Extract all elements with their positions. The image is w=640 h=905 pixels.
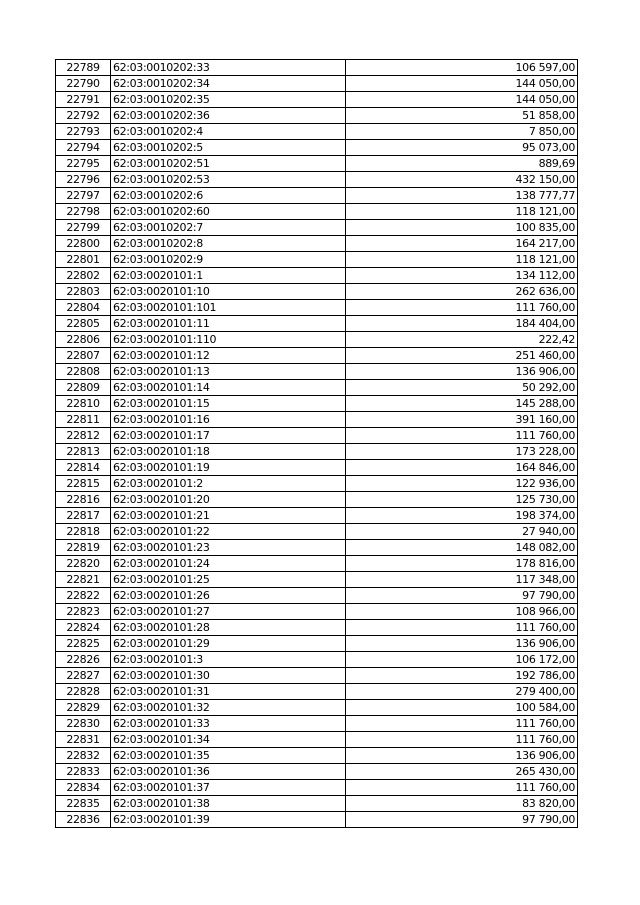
row-number-cell: 22818 <box>56 524 111 540</box>
row-number-cell: 22797 <box>56 188 111 204</box>
cadastral-number-cell: 62:03:0020101:2 <box>111 476 346 492</box>
cadastral-number-cell: 62:03:0020101:39 <box>111 812 346 828</box>
cadastral-value-cell: 279 400,00 <box>346 684 578 700</box>
row-number-cell: 22793 <box>56 124 111 140</box>
row-number-cell: 22809 <box>56 380 111 396</box>
row-number-cell: 22794 <box>56 140 111 156</box>
cadastral-number-cell: 62:03:0010202:7 <box>111 220 346 236</box>
row-number-cell: 22834 <box>56 780 111 796</box>
cadastral-value-cell: 95 073,00 <box>346 140 578 156</box>
cadastral-value-cell: 391 160,00 <box>346 412 578 428</box>
table-row <box>56 60 578 76</box>
cadastral-number-cell: 62:03:0020101:24 <box>111 556 346 572</box>
cadastral-value-cell: 106 172,00 <box>346 652 578 668</box>
row-number-cell: 22824 <box>56 620 111 636</box>
row-number-cell: 22789 <box>56 60 111 76</box>
table-row <box>56 92 578 108</box>
row-number-cell: 22825 <box>56 636 111 652</box>
cadastral-number-cell: 62:03:0020101:34 <box>111 732 346 748</box>
row-number-cell: 22792 <box>56 108 111 124</box>
cadastral-number-cell: 62:03:0010202:8 <box>111 236 346 252</box>
cadastral-number-cell: 62:03:0010202:5 <box>111 140 346 156</box>
table-row <box>56 604 578 620</box>
cadastral-value-cell: 111 760,00 <box>346 780 578 796</box>
cadastral-value-cell: 117 348,00 <box>346 572 578 588</box>
cadastral-number-cell: 62:03:0020101:13 <box>111 364 346 380</box>
cadastral-value-cell: 111 760,00 <box>346 300 578 316</box>
table-row <box>56 332 578 348</box>
cadastral-number-cell: 62:03:0010202:34 <box>111 76 346 92</box>
table-row <box>56 156 578 172</box>
cadastral-value-cell: 83 820,00 <box>346 796 578 812</box>
row-number-cell: 22810 <box>56 396 111 412</box>
row-number-cell: 22790 <box>56 76 111 92</box>
cadastral-number-cell: 62:03:0020101:26 <box>111 588 346 604</box>
table-row <box>56 364 578 380</box>
table-row <box>56 204 578 220</box>
table-row <box>56 284 578 300</box>
cadastral-number-cell: 62:03:0020101:25 <box>111 572 346 588</box>
cadastral-number-cell: 62:03:0020101:37 <box>111 780 346 796</box>
table-row <box>56 780 578 796</box>
cadastral-value-cell: 118 121,00 <box>346 252 578 268</box>
cadastral-value-cell: 100 584,00 <box>346 700 578 716</box>
cadastral-value-cell: 144 050,00 <box>346 76 578 92</box>
table-row <box>56 476 578 492</box>
row-number-cell: 22806 <box>56 332 111 348</box>
row-number-cell: 22795 <box>56 156 111 172</box>
cadastral-number-cell: 62:03:0020101:27 <box>111 604 346 620</box>
cadastral-number-cell: 62:03:0010202:60 <box>111 204 346 220</box>
cadastral-number-cell: 62:03:0020101:16 <box>111 412 346 428</box>
table-row <box>56 524 578 540</box>
cadastral-value-cell: 100 835,00 <box>346 220 578 236</box>
cadastral-number-cell: 62:03:0020101:101 <box>111 300 346 316</box>
cadastral-value-cell: 148 082,00 <box>346 540 578 556</box>
cadastral-value-cell: 136 906,00 <box>346 748 578 764</box>
row-number-cell: 22811 <box>56 412 111 428</box>
row-number-cell: 22822 <box>56 588 111 604</box>
cadastral-number-cell: 62:03:0020101:31 <box>111 684 346 700</box>
cadastral-number-cell: 62:03:0020101:30 <box>111 668 346 684</box>
cadastral-value-cell: 111 760,00 <box>346 428 578 444</box>
cadastral-value-cell: 136 906,00 <box>346 636 578 652</box>
cadastral-number-cell: 62:03:0020101:36 <box>111 764 346 780</box>
cadastral-number-cell: 62:03:0020101:10 <box>111 284 346 300</box>
cadastral-number-cell: 62:03:0010202:33 <box>111 60 346 76</box>
row-number-cell: 22800 <box>56 236 111 252</box>
cadastral-number-cell: 62:03:0020101:22 <box>111 524 346 540</box>
cadastral-value-cell: 97 790,00 <box>346 812 578 828</box>
row-number-cell: 22799 <box>56 220 111 236</box>
cadastral-number-cell: 62:03:0010202:6 <box>111 188 346 204</box>
cadastral-value-cell: 111 760,00 <box>346 732 578 748</box>
cadastral-value-cell: 138 777,77 <box>346 188 578 204</box>
row-number-cell: 22832 <box>56 748 111 764</box>
table-row <box>56 76 578 92</box>
table-row <box>56 140 578 156</box>
table-row <box>56 396 578 412</box>
cadastral-number-cell: 62:03:0020101:18 <box>111 444 346 460</box>
table-row <box>56 380 578 396</box>
table-row <box>56 492 578 508</box>
table-row <box>56 316 578 332</box>
table-row <box>56 684 578 700</box>
table-row <box>56 732 578 748</box>
cadastral-value-cell: 50 292,00 <box>346 380 578 396</box>
table-row <box>56 700 578 716</box>
row-number-cell: 22801 <box>56 252 111 268</box>
cadastral-value-cell: 432 150,00 <box>346 172 578 188</box>
table-row <box>56 572 578 588</box>
table-row <box>56 556 578 572</box>
cadastral-number-cell: 62:03:0020101:33 <box>111 716 346 732</box>
table-row <box>56 348 578 364</box>
row-number-cell: 22820 <box>56 556 111 572</box>
table-row <box>56 716 578 732</box>
cadastral-value-cell: 106 597,00 <box>346 60 578 76</box>
cadastral-number-cell: 62:03:0020101:20 <box>111 492 346 508</box>
row-number-cell: 22813 <box>56 444 111 460</box>
table-row <box>56 588 578 604</box>
row-number-cell: 22815 <box>56 476 111 492</box>
table-row <box>56 124 578 140</box>
cadastral-number-cell: 62:03:0020101:23 <box>111 540 346 556</box>
row-number-cell: 22791 <box>56 92 111 108</box>
cadastral-number-cell: 62:03:0010202:53 <box>111 172 346 188</box>
row-number-cell: 22828 <box>56 684 111 700</box>
cadastral-value-cell: 111 760,00 <box>346 620 578 636</box>
cadastral-value-cell: 251 460,00 <box>346 348 578 364</box>
cadastral-number-cell: 62:03:0020101:32 <box>111 700 346 716</box>
row-number-cell: 22827 <box>56 668 111 684</box>
cadastral-number-cell: 62:03:0020101:1 <box>111 268 346 284</box>
cadastral-value-cell: 192 786,00 <box>346 668 578 684</box>
row-number-cell: 22831 <box>56 732 111 748</box>
row-number-cell: 22802 <box>56 268 111 284</box>
cadastral-number-cell: 62:03:0020101:110 <box>111 332 346 348</box>
table-row <box>56 668 578 684</box>
cadastral-number-cell: 62:03:0020101:3 <box>111 652 346 668</box>
table-row <box>56 636 578 652</box>
cadastral-number-cell: 62:03:0020101:17 <box>111 428 346 444</box>
table-row <box>56 412 578 428</box>
cadastral-value-cell: 27 940,00 <box>346 524 578 540</box>
cadastral-number-cell: 62:03:0010202:36 <box>111 108 346 124</box>
row-number-cell: 22830 <box>56 716 111 732</box>
row-number-cell: 22814 <box>56 460 111 476</box>
row-number-cell: 22804 <box>56 300 111 316</box>
cadastral-value-cell: 136 906,00 <box>346 364 578 380</box>
cadastral-number-cell: 62:03:0020101:21 <box>111 508 346 524</box>
row-number-cell: 22821 <box>56 572 111 588</box>
row-number-cell: 22798 <box>56 204 111 220</box>
cadastral-value-cell: 265 430,00 <box>346 764 578 780</box>
cadastral-value-cell: 173 228,00 <box>346 444 578 460</box>
table-row <box>56 508 578 524</box>
row-number-cell: 22805 <box>56 316 111 332</box>
row-number-cell: 22835 <box>56 796 111 812</box>
table-body <box>56 60 578 828</box>
cadastral-value-cell: 222,42 <box>346 332 578 348</box>
cadastral-number-cell: 62:03:0020101:35 <box>111 748 346 764</box>
cadastral-value-cell: 125 730,00 <box>346 492 578 508</box>
table-row <box>56 428 578 444</box>
cadastral-number-cell: 62:03:0010202:51 <box>111 156 346 172</box>
cadastral-number-cell: 62:03:0020101:29 <box>111 636 346 652</box>
cadastral-number-cell: 62:03:0020101:38 <box>111 796 346 812</box>
table-row <box>56 236 578 252</box>
cadastral-number-cell: 62:03:0020101:28 <box>111 620 346 636</box>
cadastral-number-cell: 62:03:0010202:4 <box>111 124 346 140</box>
cadastral-number-cell: 62:03:0020101:14 <box>111 380 346 396</box>
cadastral-value-table <box>55 59 578 828</box>
row-number-cell: 22808 <box>56 364 111 380</box>
table-row <box>56 620 578 636</box>
cadastral-value-cell: 7 850,00 <box>346 124 578 140</box>
table-row <box>56 812 578 828</box>
cadastral-value-cell: 164 217,00 <box>346 236 578 252</box>
cadastral-value-cell: 144 050,00 <box>346 92 578 108</box>
cadastral-number-cell: 62:03:0010202:9 <box>111 252 346 268</box>
cadastral-value-cell: 111 760,00 <box>346 716 578 732</box>
cadastral-number-cell: 62:03:0010202:35 <box>111 92 346 108</box>
table-row <box>56 540 578 556</box>
row-number-cell: 22826 <box>56 652 111 668</box>
table-row <box>56 460 578 476</box>
cadastral-value-cell: 889,69 <box>346 156 578 172</box>
table-row <box>56 764 578 780</box>
row-number-cell: 22836 <box>56 812 111 828</box>
cadastral-value-cell: 122 936,00 <box>346 476 578 492</box>
cadastral-value-cell: 51 858,00 <box>346 108 578 124</box>
row-number-cell: 22817 <box>56 508 111 524</box>
row-number-cell: 22816 <box>56 492 111 508</box>
table-row <box>56 172 578 188</box>
cadastral-value-cell: 145 288,00 <box>346 396 578 412</box>
table-row <box>56 268 578 284</box>
cadastral-value-cell: 118 121,00 <box>346 204 578 220</box>
row-number-cell: 22812 <box>56 428 111 444</box>
cadastral-value-cell: 262 636,00 <box>346 284 578 300</box>
row-number-cell: 22796 <box>56 172 111 188</box>
cadastral-number-cell: 62:03:0020101:19 <box>111 460 346 476</box>
cadastral-number-cell: 62:03:0020101:15 <box>111 396 346 412</box>
table-row <box>56 748 578 764</box>
cadastral-value-cell: 198 374,00 <box>346 508 578 524</box>
table-row <box>56 108 578 124</box>
cadastral-value-cell: 134 112,00 <box>346 268 578 284</box>
cadastral-number-cell: 62:03:0020101:11 <box>111 316 346 332</box>
table-row <box>56 444 578 460</box>
cadastral-value-cell: 164 846,00 <box>346 460 578 476</box>
table-row <box>56 220 578 236</box>
row-number-cell: 22803 <box>56 284 111 300</box>
cadastral-value-cell: 108 966,00 <box>346 604 578 620</box>
row-number-cell: 22833 <box>56 764 111 780</box>
row-number-cell: 22819 <box>56 540 111 556</box>
table-row <box>56 300 578 316</box>
cadastral-value-cell: 184 404,00 <box>346 316 578 332</box>
cadastral-value-cell: 178 816,00 <box>346 556 578 572</box>
row-number-cell: 22823 <box>56 604 111 620</box>
row-number-cell: 22807 <box>56 348 111 364</box>
table-row <box>56 796 578 812</box>
table-row <box>56 652 578 668</box>
row-number-cell: 22829 <box>56 700 111 716</box>
cadastral-value-cell: 97 790,00 <box>346 588 578 604</box>
table-row <box>56 252 578 268</box>
cadastral-number-cell: 62:03:0020101:12 <box>111 348 346 364</box>
table-row <box>56 188 578 204</box>
